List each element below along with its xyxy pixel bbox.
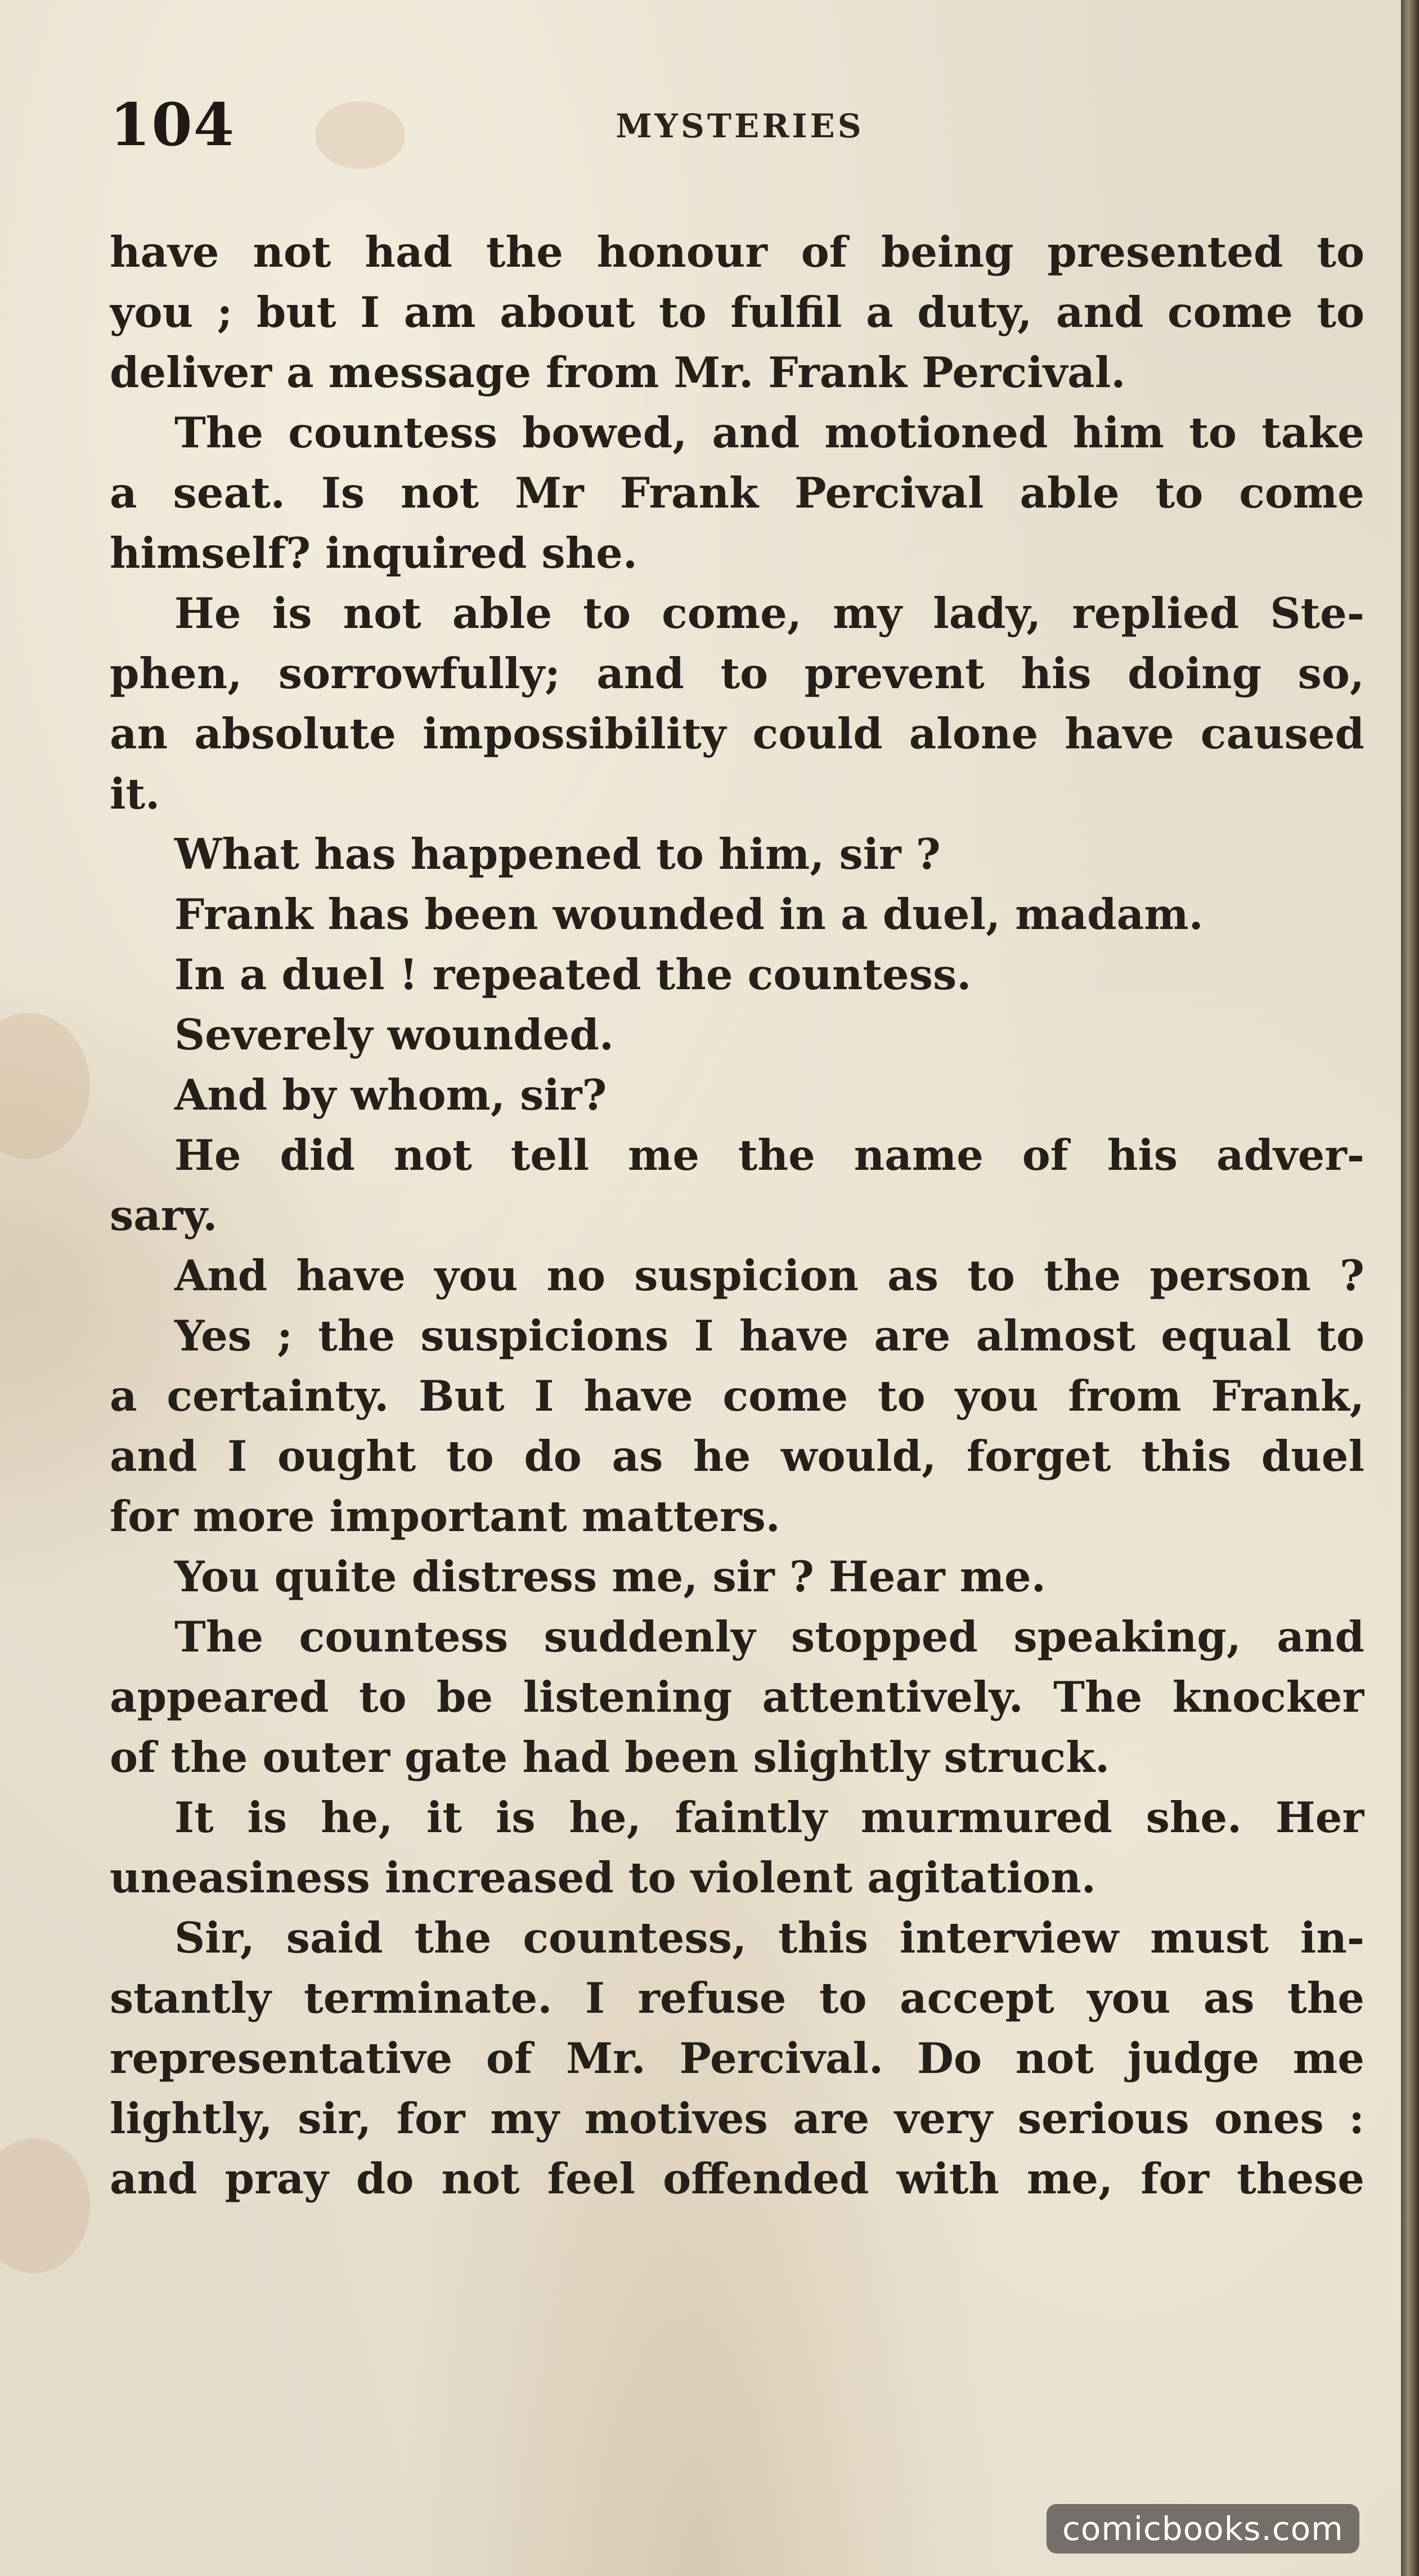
text-line: Severely wounded. <box>174 1010 614 1060</box>
text-line: lightly, sir, for my motives are very serious ones : <box>110 2094 1364 2143</box>
text-line: you ; but I am about to fulfil a duty, and come to <box>110 288 1364 337</box>
text-line: uneasiness increased to violent agitation. <box>110 1853 1096 1902</box>
text-line: The countess suddenly stopped speaking, and <box>174 1612 1364 1662</box>
text-line: representative of Mr. Percival. Do not judge me <box>110 2034 1364 2083</box>
text-line: and I ought to do as he would, forget this duel <box>110 1431 1364 1481</box>
watermark: comicbooks.com <box>1047 2504 1359 2553</box>
text-line: You quite distress me, sir ? Hear me. <box>174 1552 1046 1601</box>
text-line: have not had the honour of being presented to <box>110 227 1364 277</box>
text-line: and pray do not feel offended with me, for these <box>110 2154 1364 2203</box>
page-header <box>110 90 1370 158</box>
text-line: stantly terminate. I refuse to accept you as the <box>110 1973 1364 2023</box>
text-line: The countess bowed, and motioned him to take <box>174 408 1364 457</box>
page-number: 104 <box>110 90 236 159</box>
body-text <box>110 222 1364 2209</box>
text-line: And by whom, sir? <box>174 1070 607 1120</box>
text-line: a seat. Is not Mr Frank Percival able to come <box>110 468 1364 518</box>
text-line: it. <box>110 769 160 819</box>
text-line: And have you no suspicion as to the person ? <box>174 1251 1364 1300</box>
paper-stain <box>0 2138 90 2273</box>
book-spine-edge <box>1401 0 1419 2576</box>
text-line: In a duel ! repeated the countess. <box>174 950 972 999</box>
text-line: What has happened to him, sir ? <box>174 829 941 879</box>
text-line: an absolute impossibility could alone have caused <box>110 709 1364 759</box>
text-line: for more important matters. <box>110 1492 780 1541</box>
text-line: Yes ; the suspicions I have are almost equal to <box>174 1311 1364 1361</box>
text-line: phen, sorrowfully; and to prevent his doing so, <box>110 649 1364 698</box>
text-line: a certainty. But I have come to you from Frank, <box>110 1371 1364 1421</box>
text-line: deliver a message from Mr. Frank Percival. <box>110 348 1126 397</box>
text-line: Sir, said the countess, this interview must in- <box>174 1913 1364 1963</box>
text-line: of the outer gate had been slightly struck. <box>110 1733 1110 1782</box>
paper-stain <box>0 1013 90 1159</box>
text-line: Frank has been wounded in a duel, madam. <box>174 890 1204 939</box>
text-line: himself? inquired she. <box>110 528 637 578</box>
text-line: appeared to be listening attentively. The knocker <box>110 1672 1364 1722</box>
text-line: He is not able to come, my lady, replied Ste- <box>174 589 1364 638</box>
text-line: sary. <box>110 1191 218 1240</box>
text-line: It is he, it is he, faintly murmured she. Her <box>174 1793 1364 1842</box>
text-line: He did not tell me the name of his adver- <box>174 1130 1364 1180</box>
running-head: MYSTERIES <box>616 107 864 145</box>
